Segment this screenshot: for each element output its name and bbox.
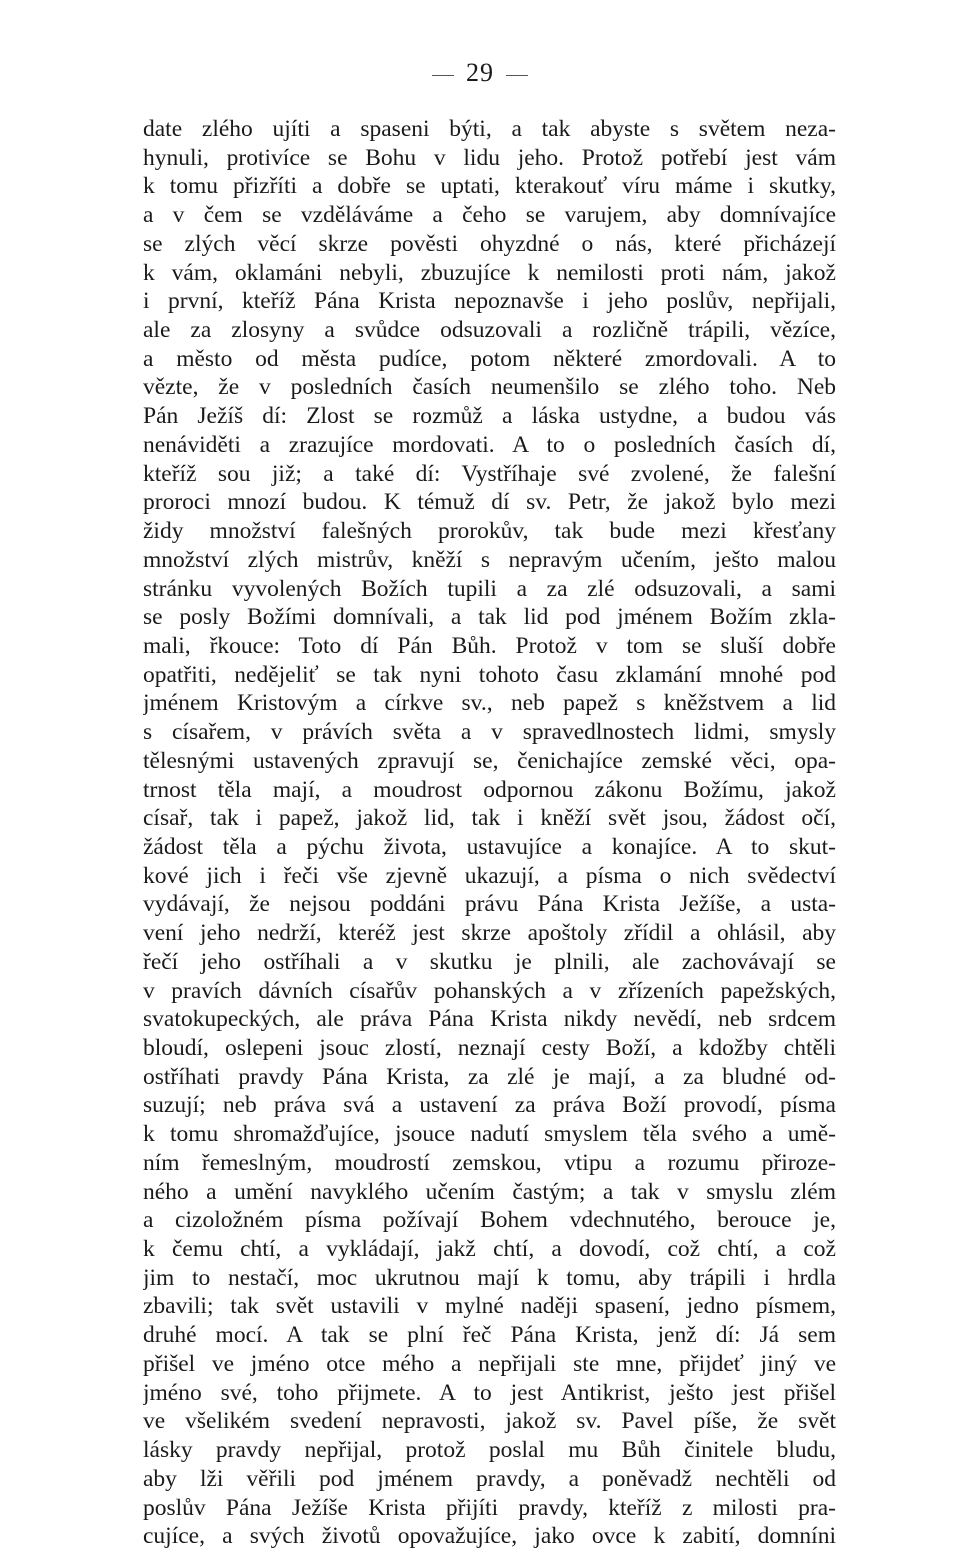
text-line: množství zlých mistrův, kněží s nepravým učením, ješto malou — [143, 546, 836, 573]
text-line: trnost těla mají, a moudrost odpornou zákonu Božímu, jakož — [143, 776, 836, 803]
text-line: nenáviděti a zrazujíce mordovati. A to o posledních časích dí, — [143, 431, 836, 458]
text-line: k tomu shromažďujíce, jsouce nadutí smyslem těla svého a umě- — [143, 1121, 836, 1148]
text-line: Pán Ježíš dí: Zlost se rozmůž a láska ustydne, a budou vás — [143, 403, 836, 430]
text-line: aby lži věřili pod jménem pravdy, a poněvadž nechtěli od — [143, 1465, 836, 1492]
page-header — [0, 58, 960, 88]
text-line: ostříhati pravdy Pána Krista, za zlé je mají, a za bludné od- — [143, 1063, 836, 1090]
text-line: židy množství falešných prorokův, tak bude mezi křesťany — [143, 518, 836, 545]
text-line: ním řemeslným, moudrostí zemskou, vtipu a rozumu přiroze- — [143, 1149, 836, 1176]
text-line: ale za zlosyny a svůdce odsuzovali a rozličně trápili, vězíce, — [143, 317, 836, 344]
text-line: a v čem se vzděláváme a čeho se varujem, aby domnívajíce — [143, 202, 836, 229]
text-line: proroci mnozí budou. K témuž dí sv. Petr, že jakož bylo mezi — [143, 489, 836, 516]
text-line: tělesnými ustavených zpravují se, čenichajíce zemské věci, opa- — [143, 747, 836, 774]
text-line: jim to nestačí, moc ukrutnou mají k tomu, aby trápili i hrdla — [143, 1264, 836, 1291]
text-line: císař, tak i papež, jakož lid, tak i kněží svět jsou, žádost očí, — [143, 805, 836, 832]
text-line: bloudí, oslepeni jsouc zlostí, neznají cesty Boží, a kdožby chtěli — [143, 1035, 836, 1061]
text-line: hynuli, protivíce se Bohu v lidu jeho. Protož potřebí jest vám — [143, 144, 836, 171]
text-line: ného a umění navyklého učením častým; a tak v smyslu zlém — [143, 1178, 836, 1205]
text-line: mali, řkouce: Toto dí Pán Bůh. Protož v tom se sluší dobře — [143, 632, 836, 659]
text-line: cujíce, a svých životů opovažujíce, jako ovce k zabití, domníni — [143, 1523, 836, 1550]
text-line: řečí jeho ostříhali a v skutku je plnili, ale zachovávají se — [143, 948, 836, 975]
text-line: se posly Božími domnívali, a tak lid pod jménem Božím zkla- — [143, 604, 836, 631]
text-line: jménem Kristovým a církve sv., neb papež s kněžstvem a lid — [143, 690, 836, 717]
text-line: přišel ve jméno otce mého a nepřijali ste mne, přijdeť jiný ve — [143, 1350, 836, 1377]
text-line: a cizoložném písma požívají Bohem vdechnutého, berouce je, — [143, 1207, 836, 1234]
text-line: s císařem, v právích světa a v spravedlnostech lidmi, smysly — [143, 719, 836, 746]
text-line: vení jeho nedrží, kteréž jest skrze apoštoly zřídil a ohlásil, aby — [143, 920, 836, 947]
text-line: k čemu chtí, a vykládají, jakž chtí, a dovodí, což chtí, a což — [143, 1236, 836, 1263]
text-line: poslův Pána Ježíše Krista přijíti pravdy, kteříž z milosti pra- — [143, 1494, 836, 1521]
text-line: jméno své, toho přijmete. A to jest Antikrist, ješto jest přišel — [143, 1379, 836, 1406]
text-line: stránku vyvolených Božích tupili a za zlé odsuzovali, a sami — [143, 575, 836, 602]
text-line: i první, kteříž Pána Krista nepoznavše i jeho poslův, nepřijali, — [143, 288, 836, 315]
text-line: ve všelikém svedení nepravosti, jakož sv. Pavel píše, že svět — [143, 1408, 836, 1435]
header-dash-right — [506, 75, 528, 76]
text-line: lásky pravdy nepřijal, protož poslal mu Bůh činitele bludu, — [143, 1437, 836, 1464]
text-line: vězte, že v posledních časích neumenšilo se zlého toho. Neb — [143, 374, 836, 401]
text-line: kové jich i řeči vše zjevně ukazují, a písma o nich svědectví — [143, 862, 836, 889]
text-line: suzují; neb práva svá a ustavení za práva Boží provodí, písma — [143, 1092, 836, 1119]
text-line: v pravích dávních císařův pohanských a v zřízeních papežských, — [143, 977, 836, 1004]
text-line: a město od města pudíce, potom některé zmordovali. A to — [143, 345, 836, 372]
page-number: 29 — [466, 58, 494, 87]
text-line: opatřiti, nedějeliť se tak nyni tohoto času zklamání mnohé pod — [143, 661, 836, 688]
text-line: zbavili; tak svět ustavili v mylné naději spasení, jedno písmem, — [143, 1293, 836, 1320]
text-line: kteříž sou již; a také dí: Vystříhaje své zvolené, že falešní — [143, 460, 836, 487]
header-dash-left — [432, 75, 454, 76]
text-line: date zlého ujíti a spaseni býti, a tak abyste s světem neza- — [143, 116, 836, 142]
text-line: se zlých věcí skrze pověsti ohyzdné o nás, které přicházejí — [143, 230, 836, 257]
text-line: vydávají, že nejsou poddáni právu Pána Krista Ježíše, a usta- — [143, 891, 836, 918]
body-text — [143, 115, 836, 1551]
text-line: žádost těla a pýchu života, ustavujíce a konajíce. A to skut- — [143, 833, 836, 860]
text-line: k vám, oklamáni nebyli, zbuzujíce k nemilosti proti nám, jakož — [143, 259, 836, 286]
text-line: k tomu přizříti a dobře se uptati, kterakouť víru máme i skutky, — [143, 173, 836, 200]
text-line: svatokupeckých, ale práva Pána Krista nikdy nevědí, neb srdcem — [143, 1006, 836, 1033]
text-line: druhé mocí. A tak se plní řeč Pána Krista, jenž dí: Já sem — [143, 1322, 836, 1349]
